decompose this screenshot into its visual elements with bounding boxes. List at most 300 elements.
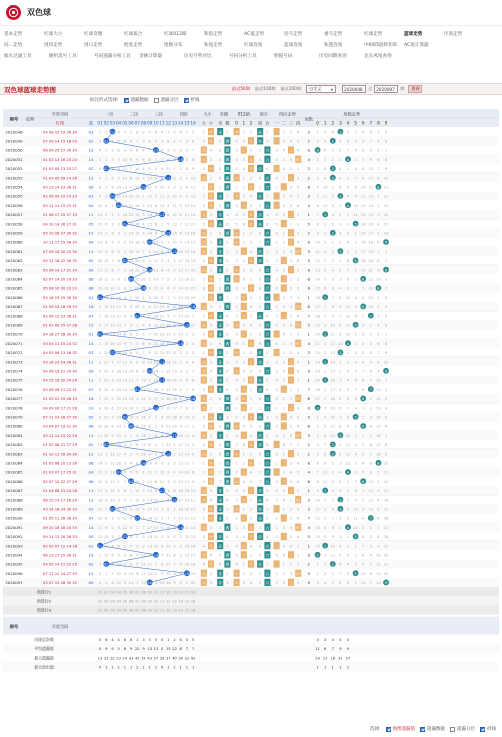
attribute-mark-text: 偶 bbox=[225, 185, 230, 190]
recent-50-link[interactable]: 最近50期 bbox=[232, 86, 250, 91]
nav-link[interactable]: 基本走势 bbox=[4, 31, 23, 37]
attribute-mark-text: 偶 bbox=[225, 452, 230, 457]
stats-value: 22 bbox=[172, 647, 177, 652]
nav-link[interactable]: 缩水过滤工具 bbox=[4, 53, 32, 59]
stats-value: 3 bbox=[148, 637, 151, 642]
miss-value: 3 bbox=[202, 203, 205, 208]
nav-link[interactable]: 历史开奖对比 bbox=[184, 53, 212, 59]
attribute-mark-text: 0 bbox=[235, 194, 238, 199]
tail-digit-mark-text: 5 bbox=[354, 571, 357, 576]
miss-value: 4 bbox=[179, 194, 182, 199]
miss-value: 3 bbox=[331, 203, 334, 208]
miss-value: 18 bbox=[135, 240, 140, 245]
miss-value: 6 bbox=[289, 323, 293, 328]
miss-value: 10 bbox=[345, 433, 351, 438]
miss-value: 11 bbox=[97, 433, 103, 438]
predict-cell: 08 bbox=[141, 599, 146, 604]
miss-value: 4 bbox=[173, 535, 176, 540]
attribute-mark-text: 二 bbox=[282, 387, 286, 392]
attribute-mark-text: 质 bbox=[258, 433, 262, 438]
miss-value: 12 bbox=[122, 369, 128, 374]
miss-value: 2 bbox=[123, 553, 127, 558]
attribute-mark-text: 质 bbox=[258, 194, 262, 199]
predict-cell: 09 bbox=[147, 590, 152, 595]
nav-link[interactable]: 号码分析工具 bbox=[229, 53, 257, 59]
nav-link[interactable]: 金额计算器 bbox=[139, 53, 162, 59]
miss-value: 4 bbox=[354, 452, 357, 457]
nav-link[interactable]: 中6保5旋转矩阵 bbox=[364, 42, 398, 48]
attribute-mark-text: 小 bbox=[209, 295, 213, 300]
miss-value: 1 bbox=[129, 286, 133, 291]
miss-value: 5 bbox=[160, 535, 164, 540]
row-blue-ball: 13 bbox=[88, 497, 94, 503]
row-blue-ball: 06 bbox=[88, 276, 94, 282]
blue-ball-mark-text: 10 bbox=[153, 148, 159, 153]
miss-value: 1 bbox=[259, 461, 262, 466]
attribute-mark-text: 一 bbox=[274, 139, 279, 144]
stats-value: 7 bbox=[191, 647, 195, 652]
miss-value: 7 bbox=[185, 387, 189, 392]
miss-value: 8 bbox=[167, 525, 170, 530]
col-draw-header: 开奖号码 bbox=[51, 111, 69, 117]
stats-value: 4 bbox=[346, 637, 350, 642]
nav-link[interactable]: 和尾走势 bbox=[204, 42, 223, 48]
miss-value: 5 bbox=[282, 268, 285, 273]
miss-value: 6 bbox=[202, 286, 205, 291]
nav-link[interactable]: 和遗连尾 bbox=[324, 42, 343, 48]
row-blue-ball: 02 bbox=[88, 138, 94, 144]
predict-cell: 02 bbox=[104, 599, 109, 604]
miss-value: 7 bbox=[154, 470, 158, 475]
nav-link[interactable]: 红球走势 bbox=[364, 31, 383, 37]
miss-value: 2 bbox=[275, 249, 278, 254]
stats-value: 1 bbox=[331, 665, 334, 670]
miss-value: 15 bbox=[110, 489, 115, 494]
attribute-mark-text: 2 bbox=[249, 259, 253, 264]
miss-value: 7 bbox=[136, 452, 139, 457]
row-issue: 2020085 bbox=[5, 469, 23, 475]
miss-value: 3 bbox=[209, 360, 213, 365]
miss-value: 4 bbox=[369, 553, 372, 558]
miss-value: 2 bbox=[191, 323, 195, 328]
stats-value: 1 bbox=[173, 665, 176, 670]
blue-ball-mark-text: 09 bbox=[147, 581, 152, 586]
stats-value: 6 bbox=[123, 637, 127, 642]
miss-value: 21 bbox=[166, 424, 171, 429]
blue-ball-mark-text: 10 bbox=[153, 553, 159, 558]
nav-link[interactable]: 红球质合 bbox=[124, 31, 143, 37]
miss-value: 4 bbox=[275, 268, 278, 273]
miss-value: 2 bbox=[377, 203, 380, 208]
miss-value: 2 bbox=[354, 433, 357, 438]
miss-value: 20 bbox=[330, 415, 336, 420]
miss-value: 5 bbox=[346, 516, 350, 521]
miss-value: 14 bbox=[135, 203, 140, 208]
miss-value: 10 bbox=[159, 305, 165, 310]
attribute-mark-text: 三 bbox=[289, 406, 293, 411]
miss-value: 8 bbox=[142, 535, 145, 540]
miss-value: 1 bbox=[324, 553, 327, 558]
from-issue-input[interactable]: 2020048 bbox=[342, 85, 366, 93]
attribute-mark-text: 2 bbox=[249, 525, 253, 530]
miss-value: 5 bbox=[123, 581, 127, 586]
bottom-image-miss-checkbox[interactable] bbox=[386, 727, 391, 732]
miss-value: 9 bbox=[346, 424, 350, 429]
attribute-mark-text: 质 bbox=[258, 139, 262, 144]
miss-value: 4 bbox=[282, 203, 285, 208]
attribute-mark-text: 奇 bbox=[218, 535, 222, 540]
miss-value: 3 bbox=[259, 369, 262, 374]
row-tail: 4 bbox=[307, 156, 311, 162]
nav-link[interactable]: 随机选号工具 bbox=[49, 53, 77, 59]
miss-value: 4 bbox=[242, 424, 245, 429]
miss-value: 1 bbox=[167, 185, 170, 190]
miss-value: 18 bbox=[141, 452, 146, 457]
tail-digit-header: 2 bbox=[331, 120, 335, 126]
miss-value: 1 bbox=[369, 525, 372, 530]
miss-value: 1 bbox=[354, 424, 357, 429]
miss-value: 11 bbox=[360, 194, 366, 199]
nav-link[interactable]: 号码遗漏分析工具 bbox=[94, 53, 131, 59]
miss-value: 8 bbox=[331, 525, 334, 530]
miss-value: 20 bbox=[97, 516, 103, 521]
row-tail: 9 bbox=[307, 239, 311, 245]
miss-value: 15 bbox=[315, 286, 320, 291]
miss-value: 5 bbox=[117, 516, 120, 521]
to-issue-input[interactable]: 2020097 bbox=[374, 85, 398, 93]
miss-value: 3 bbox=[191, 424, 195, 429]
app-header bbox=[0, 0, 502, 26]
row-issue: 2020060 bbox=[5, 239, 23, 245]
miss-value: 3 bbox=[282, 139, 285, 144]
blue-ball-mark-text: 06 bbox=[128, 424, 134, 429]
miss-value: 4 bbox=[242, 259, 245, 264]
stats-value: 31 bbox=[338, 656, 343, 661]
nav-link[interactable]: 周日走势 bbox=[84, 42, 103, 48]
stats-value: 1 bbox=[324, 665, 327, 670]
miss-value: 3 bbox=[202, 479, 205, 484]
row-tail: 3 bbox=[307, 129, 311, 135]
stats-value: 37 bbox=[166, 656, 171, 661]
predict-cell: 11 bbox=[159, 599, 165, 604]
predict-cell: 01 bbox=[97, 590, 103, 595]
attribute-mark-text: 小 bbox=[209, 259, 213, 264]
blue-number-header: 14 bbox=[178, 120, 184, 126]
miss-value: 3 bbox=[324, 406, 327, 411]
miss-value: 21 bbox=[184, 516, 190, 521]
miss-value: 22 bbox=[315, 351, 320, 356]
miss-value: 4 bbox=[266, 535, 269, 540]
row-red-balls: 01 02 09 25 27 28 bbox=[42, 323, 78, 328]
row-tail: 3 bbox=[307, 350, 311, 356]
miss-value: 5 bbox=[354, 369, 357, 374]
predict-row[interactable] bbox=[3, 605, 499, 614]
miss-value: 6 bbox=[297, 148, 300, 153]
miss-value: 5 bbox=[226, 378, 229, 383]
miss-value: 1 bbox=[282, 231, 285, 236]
miss-value: 9 bbox=[136, 157, 139, 162]
miss-value: 1 bbox=[123, 424, 127, 429]
miss-value: 9 bbox=[191, 167, 195, 172]
miss-value: 21 bbox=[116, 397, 121, 402]
miss-value: 4 bbox=[339, 167, 342, 172]
miss-value: 16 bbox=[184, 259, 190, 264]
miss-value: 4 bbox=[362, 516, 365, 521]
miss-value: 1 bbox=[179, 167, 182, 172]
predict-cell: 08 bbox=[141, 608, 146, 613]
miss-value: 2 bbox=[226, 351, 229, 356]
attribute-mark-text: 四 bbox=[296, 498, 300, 503]
recent-100-link[interactable]: 最近100期 bbox=[254, 86, 276, 91]
miss-value: 2 bbox=[219, 139, 222, 144]
attribute-mark-text: 偶 bbox=[225, 203, 230, 208]
row-red-balls: 06 10 14 17 18 20 bbox=[42, 498, 78, 503]
miss-value: 2 bbox=[179, 544, 182, 549]
miss-value: 12 bbox=[110, 305, 115, 310]
blue-ball-mark-text: 12 bbox=[166, 452, 171, 457]
miss-value: 8 bbox=[111, 581, 114, 586]
miss-value: 18 bbox=[360, 259, 366, 264]
range-select[interactable] bbox=[306, 85, 336, 93]
bottom-miss-layer-checkbox[interactable] bbox=[450, 727, 455, 732]
row-issue: 2020075 bbox=[5, 377, 23, 383]
miss-value: 5 bbox=[173, 148, 176, 153]
miss-value: 1 bbox=[289, 277, 293, 282]
miss-value: 1 bbox=[209, 231, 213, 236]
option-miss-layer-checkbox[interactable] bbox=[154, 98, 159, 103]
miss-value: 3 bbox=[209, 581, 213, 586]
miss-value: 9 bbox=[362, 562, 365, 567]
bottom-miss-data-checkbox[interactable] bbox=[420, 727, 425, 732]
predict-row[interactable] bbox=[3, 587, 499, 596]
miss-value: 5 bbox=[259, 332, 262, 337]
miss-value: 2 bbox=[173, 452, 176, 457]
miss-value: 2 bbox=[226, 516, 229, 521]
attribute-mark-text: 奇 bbox=[218, 295, 222, 300]
miss-value: 8 bbox=[167, 305, 170, 310]
row-red-balls: 04 10 14 26 27 31 bbox=[42, 222, 78, 227]
tail-digit-mark-text: 3 bbox=[339, 507, 342, 512]
row-blue-ball: 06 bbox=[88, 478, 94, 484]
row-issue: 2020069 bbox=[5, 322, 23, 328]
row-issue: 2020054 bbox=[5, 184, 23, 190]
miss-value: 1 bbox=[346, 167, 350, 172]
nav-link[interactable]: 龙头凤尾查询 bbox=[364, 53, 392, 59]
row-blue-ball: 01 bbox=[88, 543, 94, 549]
nav-link[interactable]: 红球012路 bbox=[164, 31, 187, 37]
row-red-balls: 01 03 07 17 25 31 bbox=[42, 470, 78, 475]
miss-value: 11 bbox=[128, 581, 134, 586]
miss-value: 3 bbox=[117, 498, 120, 503]
miss-value: 3 bbox=[226, 581, 229, 586]
stats-value: 6 bbox=[129, 637, 133, 642]
attribute-mark-text: 小 bbox=[209, 387, 213, 392]
attribute-mark-text: 合 bbox=[265, 406, 270, 411]
miss-value: 8 bbox=[179, 415, 182, 420]
row-red-balls: 07 09 14 15 18 20 bbox=[42, 139, 78, 144]
nav-link[interactable]: 同...走势 bbox=[4, 42, 23, 48]
miss-value: 3 bbox=[249, 240, 253, 245]
stats-value: 9 bbox=[339, 647, 342, 652]
miss-value: 4 bbox=[209, 148, 213, 153]
miss-value: 29 bbox=[104, 433, 109, 438]
miss-value: 3 bbox=[242, 581, 245, 586]
miss-value: 20 bbox=[184, 295, 190, 300]
miss-value: 3 bbox=[249, 571, 253, 576]
predict-row[interactable] bbox=[3, 596, 499, 605]
attribute-mark-text: 偶 bbox=[225, 157, 230, 162]
miss-value: 21 bbox=[315, 341, 320, 346]
miss-value: 6 bbox=[160, 268, 164, 273]
miss-value: 6 bbox=[259, 452, 262, 457]
miss-value: 7 bbox=[123, 479, 127, 484]
row-blue-ball: 09 bbox=[88, 368, 94, 374]
attribute-mark-text: 小 bbox=[209, 139, 213, 144]
row-blue-ball: 03 bbox=[88, 350, 94, 356]
row-issue: 2020079 bbox=[5, 414, 23, 420]
nav-link[interactable]: 红球奇偶 bbox=[84, 31, 103, 37]
row-blue-ball: 14 bbox=[88, 156, 94, 162]
attribute-mark-text: 1 bbox=[242, 387, 245, 392]
miss-value: 1 bbox=[384, 249, 388, 254]
row-tail: 2 bbox=[307, 175, 311, 181]
row-issue: 2020050 bbox=[5, 147, 23, 153]
miss-value: 10 bbox=[122, 507, 128, 512]
nav-link[interactable]: 蓝球连尾 bbox=[284, 42, 303, 48]
attribute-mark-text: 合 bbox=[265, 185, 270, 190]
row-issue: 2020077 bbox=[5, 396, 23, 402]
nav-link[interactable]: 尾数分布 bbox=[164, 42, 183, 48]
miss-value: 17 bbox=[128, 259, 134, 264]
stats-value: 9 bbox=[105, 647, 108, 652]
miss-value: 14 bbox=[376, 415, 381, 420]
miss-value: 7 bbox=[354, 176, 357, 181]
option-line-checkbox[interactable] bbox=[184, 98, 189, 103]
trend-table bbox=[3, 109, 499, 721]
chart-nav bbox=[0, 26, 502, 71]
blue-ball-mark-text: 16 bbox=[190, 305, 196, 310]
miss-value: 3 bbox=[185, 351, 189, 356]
miss-value: 11 bbox=[159, 314, 165, 319]
nav-link[interactable]: AC值计算器 bbox=[404, 42, 429, 48]
blue-ball-mark-text: 14 bbox=[178, 525, 183, 530]
nav-link[interactable]: AC值走势 bbox=[244, 31, 265, 37]
miss-value: 7 bbox=[173, 562, 176, 567]
miss-value: 12 bbox=[122, 176, 128, 181]
miss-value: 4 bbox=[98, 369, 102, 374]
attribute-mark-text: 1 bbox=[242, 516, 245, 521]
miss-value: 28 bbox=[116, 461, 121, 466]
query-button[interactable]: 查询 bbox=[408, 85, 422, 93]
miss-value: 4 bbox=[339, 231, 342, 236]
nav-link[interactable]: 历史同期查询 bbox=[319, 53, 347, 59]
row-blue-ball: 07 bbox=[88, 515, 94, 521]
miss-value: 6 bbox=[331, 286, 334, 291]
attribute-mark-text: 小 bbox=[209, 415, 213, 420]
stats-value: 4 bbox=[117, 637, 120, 642]
stats-value: 27 bbox=[116, 656, 121, 661]
tail-digit-mark-text: 4 bbox=[346, 470, 350, 475]
miss-value: 4 bbox=[249, 194, 253, 199]
miss-value: 7 bbox=[339, 571, 342, 576]
nav-link[interactable]: 胆拖号码 bbox=[274, 53, 293, 59]
miss-value: 7 bbox=[111, 259, 114, 264]
miss-value: 7 bbox=[105, 507, 108, 512]
miss-value: 10 bbox=[376, 553, 381, 558]
miss-value: 10 bbox=[360, 571, 366, 576]
miss-value: 5 bbox=[219, 167, 222, 172]
predict-cell: 12 bbox=[166, 599, 171, 604]
miss-value: 7 bbox=[369, 452, 372, 457]
option-miss-data-checkbox[interactable] bbox=[124, 98, 129, 103]
attribute-mark-text: 一 bbox=[274, 443, 279, 448]
miss-value: 11 bbox=[345, 443, 351, 448]
row-issue: 2020090 bbox=[5, 515, 23, 521]
nav-link[interactable]: 周四走势 bbox=[44, 42, 63, 48]
nav-link[interactable]: 和值走势 bbox=[204, 31, 223, 37]
tail-digit-mark-text: 9 bbox=[384, 369, 388, 374]
bottom-miss-layer-label: 遗漏分层 bbox=[457, 727, 475, 732]
miss-value: 10 bbox=[322, 470, 328, 475]
miss-value: 2 bbox=[117, 489, 120, 494]
miss-value: 8 bbox=[324, 452, 327, 457]
miss-value: 8 bbox=[123, 332, 127, 337]
miss-value: 14 bbox=[104, 295, 109, 300]
miss-value: 4 bbox=[105, 203, 108, 208]
miss-value: 20 bbox=[147, 553, 152, 558]
nav-link[interactable]: 连号走势 bbox=[284, 31, 303, 37]
bottom-line-checkbox[interactable] bbox=[480, 727, 485, 732]
miss-value: 2 bbox=[282, 571, 285, 576]
miss-value: 9 bbox=[136, 470, 139, 475]
miss-value: 14 bbox=[110, 479, 115, 484]
miss-value: 13 bbox=[153, 268, 159, 273]
predict-cell: 02 bbox=[104, 608, 109, 613]
nav-link[interactable]: 红球连尾 bbox=[244, 42, 263, 48]
miss-value: 6 bbox=[297, 203, 300, 208]
recent-200-link[interactable]: 最近200期 bbox=[280, 86, 302, 91]
stats-value: 1 bbox=[123, 665, 127, 670]
nav-link[interactable]: 重号走势 bbox=[324, 31, 343, 37]
miss-value: 8 bbox=[377, 176, 380, 181]
miss-value: 11 bbox=[322, 194, 328, 199]
stats-row bbox=[3, 662, 499, 671]
miss-value: 3 bbox=[354, 139, 357, 144]
row-issue: 2020051 bbox=[5, 156, 23, 162]
miss-value: 3 bbox=[275, 148, 278, 153]
attribute-mark-text: 四 bbox=[296, 433, 300, 438]
attribute-mark-text: 0 bbox=[235, 130, 238, 135]
miss-value: 4 bbox=[98, 148, 102, 153]
nav-link[interactable]: 区间走势 bbox=[444, 31, 463, 37]
miss-value: 2 bbox=[111, 525, 114, 530]
miss-value: 9 bbox=[167, 314, 170, 319]
nav-link[interactable]: 蓝球走势 bbox=[404, 31, 423, 37]
miss-value: 6 bbox=[259, 286, 262, 291]
row-blue-ball: 07 bbox=[88, 313, 94, 319]
miss-value: 5 bbox=[346, 571, 350, 576]
miss-value: 11 bbox=[368, 176, 374, 181]
miss-value: 2 bbox=[148, 286, 151, 291]
miss-value: 1 bbox=[160, 222, 164, 227]
col-tail-header: 尾数 bbox=[304, 116, 313, 122]
nav-link[interactable]: 红球大小 bbox=[44, 31, 63, 37]
miss-value: 2 bbox=[242, 185, 245, 190]
nav-link[interactable]: 跨度走势 bbox=[124, 42, 143, 48]
miss-value: 6 bbox=[235, 397, 238, 402]
miss-value: 4 bbox=[316, 185, 319, 190]
predict-cell: 10 bbox=[153, 608, 159, 613]
